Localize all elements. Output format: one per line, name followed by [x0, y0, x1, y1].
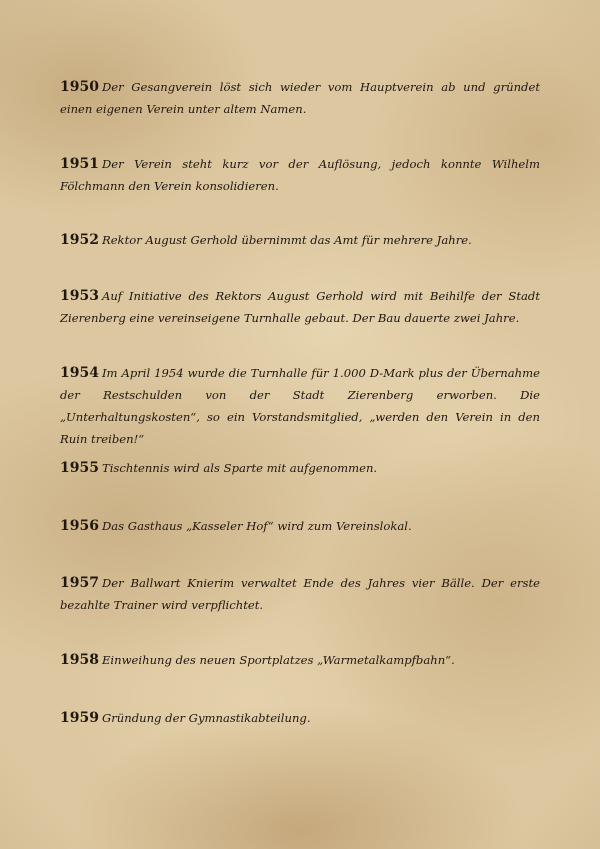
- entry-text: Einweihung des neuen Sportplatzes „Warmetalkampfbahn“.: [101, 653, 455, 667]
- entry-text: Rektor August Gerhold übernimmt das Amt für mehrere Jahre.: [101, 233, 472, 247]
- chronicle-entry-1951: [60, 153, 540, 197]
- entry-text: Das Gasthaus „Kasseler Hof“ wird zum Vereinslokal.: [101, 519, 412, 533]
- entry-year: 1953: [60, 288, 99, 304]
- entry-year: 1959: [60, 710, 99, 726]
- chronicle-entry-1959: [60, 707, 540, 729]
- chronicle-entry-1956: [60, 515, 540, 537]
- entry-text: Der Verein steht kurz vor der Auflösung, jedoch konnte Wilhelm Fölchmann den Verein konsolidieren.: [60, 157, 540, 193]
- entry-text: Auf Initiative des Rektors August Gerhold wird mit Beihilfe der Stadt Zierenberg eine vereinseigene Turnhalle gebaut. Der Bau dauerte zwei Jahre.: [60, 289, 540, 325]
- entry-text: Im April 1954 wurde die Turnhalle für 1.000 D-Mark plus der Übernahme der Restschulden von der Stadt Zierenberg erworben. Die „Unterhaltungskosten“, so ein Vorstandsmitglied, „werden den Verein in den Ruin treiben!“: [60, 366, 540, 446]
- entry-year: 1952: [60, 232, 99, 248]
- entry-text: Der Gesangverein löst sich wieder vom Hauptverein ab und gründet einen eigenen Verein unter altem Namen.: [60, 80, 540, 116]
- chronicle-entry-1953: [60, 285, 540, 329]
- entry-year: 1954: [60, 365, 99, 381]
- entry-year: 1955: [60, 460, 99, 476]
- entry-text: Gründung der Gymnastikabteilung.: [101, 711, 311, 725]
- chronicle-entry-1954: [60, 362, 540, 450]
- entry-text: Der Ballwart Knierim verwaltet Ende des Jahres vier Bälle. Der erste bezahlte Trainer wird verpflichtet.: [60, 576, 540, 612]
- entry-year: 1958: [60, 652, 99, 668]
- chronicle-entry-1952: [60, 229, 540, 251]
- entry-year: 1956: [60, 518, 99, 534]
- chronicle-entry-1950: [60, 76, 540, 120]
- chronicle-entry-1958: [60, 649, 540, 671]
- entry-text: Tischtennis wird als Sparte mit aufgenommen.: [101, 461, 378, 475]
- chronicle-entry-1955: [60, 457, 540, 479]
- entry-year: 1957: [60, 575, 99, 591]
- entry-year: 1951: [60, 156, 99, 172]
- entry-year: 1950: [60, 79, 99, 95]
- chronicle-entry-1957: [60, 572, 540, 616]
